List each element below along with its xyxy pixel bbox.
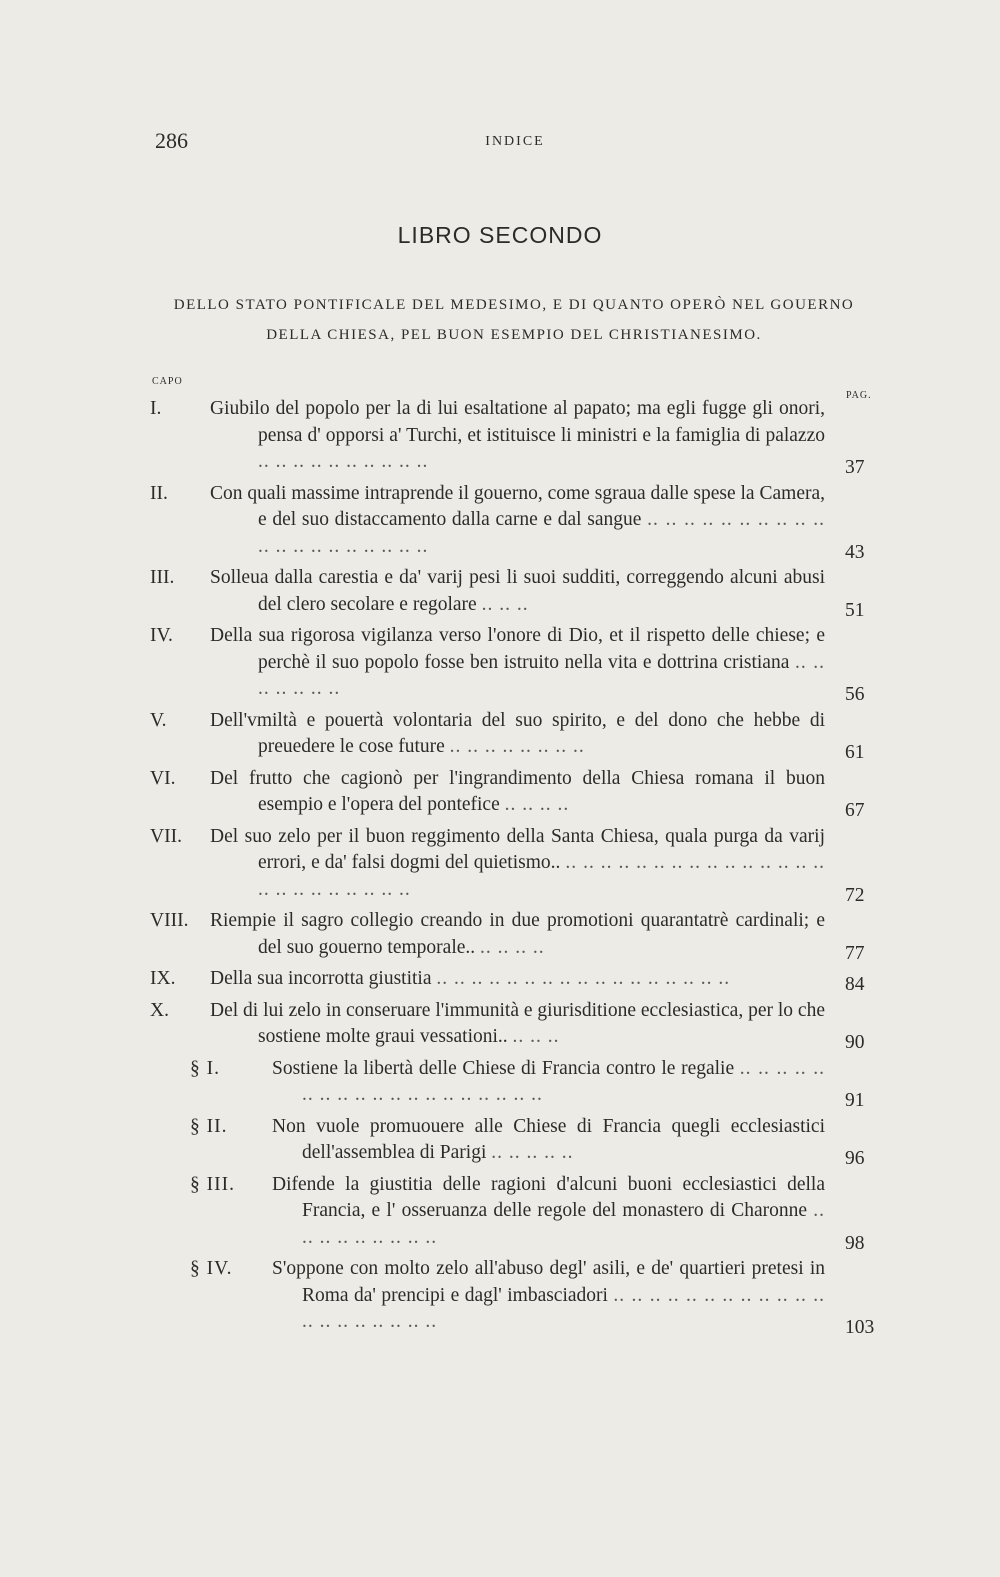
entry-number: VI. xyxy=(150,767,176,789)
dot-leader: .. .. .. .. .. .. .. .. .. .. xyxy=(258,451,429,472)
entry-title: Non vuole promuouere alle Chiese di Francia quegli ecclesiastici dell'assemblea di Parigi xyxy=(272,1115,825,1163)
dot-leader: .. .. .. .. .. .. .. .. .. .. .. .. .. .. .. .. .. .. .. xyxy=(302,1057,825,1105)
dot-leader: .. .. .. .. xyxy=(480,936,545,958)
entry-number: VIII. xyxy=(150,910,189,931)
entry-title: Solleua dalla carestia e da' varij pesi li suoi sudditi, correggendo alcuni abusi del clero secolare e regolare xyxy=(210,567,825,615)
entry-title: Dell'vmiltà e pouertà volontaria del suo spirito, e del dono che hebbe di preuedere le cose future xyxy=(210,709,825,757)
entry-page-number: 103 xyxy=(845,1317,875,1338)
entry-title: Riempie il sagro collegio creando in due promotioni quarantatrè cardinali; e del suo gouerno temporale.. xyxy=(210,910,825,958)
entry-number: I. xyxy=(150,398,162,419)
toc-section-entry xyxy=(0,1056,1000,1109)
page-header xyxy=(155,128,875,158)
dot-leader: .. .. .. .. .. .. .. xyxy=(258,651,826,699)
entry-page-number: 84 xyxy=(845,974,865,995)
toc-chapter-entry xyxy=(0,481,1000,561)
entry-page-number: 61 xyxy=(845,742,865,763)
toc-chapter-entry xyxy=(0,766,1000,819)
entry-title: Sostiene la libertà delle Chiese di Francia contro le regalie xyxy=(272,1057,735,1079)
toc-section-entry xyxy=(0,1114,1000,1167)
entry-page-number: 91 xyxy=(845,1090,865,1111)
entry-page-number: 72 xyxy=(845,884,865,906)
table-of-contents xyxy=(0,396,1000,1341)
dot-leader: .. .. .. .. .. .. .. .. .. xyxy=(302,1200,826,1248)
entry-title: Difende la giustitia delle ragioni d'alcuni buoni ecclesiastici della Francia, e l' osseruanza delle regole del monastero di Charonne xyxy=(272,1173,825,1221)
toc-chapter-entry xyxy=(0,966,1000,993)
entry-title: Della sua rigorosa vigilanza verso l'onore di Dio, et il rispetto delle chiese; e perchè il suo popolo fosse ben istruito nella vita e dottrina cristiana xyxy=(210,625,825,673)
dot-leader: .. .. .. .. .. .. .. .. .. .. .. .. .. .. .. .. .. .. .. .. xyxy=(258,509,825,557)
entry-number: § IV. xyxy=(190,1258,233,1279)
toc-chapter-entry xyxy=(0,396,1000,476)
entry-title: Del suo zelo per il buon reggimento della Santa Chiesa, quala purga da varij errori, e da' falsi dogmi del quietismo.. xyxy=(210,825,825,873)
toc-chapter-entry xyxy=(0,908,1000,964)
toc-section-entry xyxy=(0,1256,1000,1336)
toc-chapter-entry xyxy=(0,998,1000,1051)
entry-number: X. xyxy=(150,999,169,1021)
entry-title: Giubilo del popolo per la di lui esaltatione al papato; ma egli fugge gli onori, pensa d' opporsi a' Turchi, et istituisce li ministri e la famiglia di palazzo xyxy=(210,398,825,446)
entry-page-number: 43 xyxy=(845,541,865,563)
dot-leader: .. .. .. xyxy=(481,593,529,615)
column-label-capo: CAPO xyxy=(152,376,183,387)
entry-page-number: 90 xyxy=(845,1032,865,1053)
dot-leader: .. .. .. .. .. .. .. .. xyxy=(449,736,585,757)
entry-page-number: 37 xyxy=(845,457,865,478)
entry-number: V. xyxy=(150,709,167,731)
toc-chapter-entry xyxy=(0,824,1000,904)
entry-title: Della sua incorrotta giustitia xyxy=(210,968,432,989)
toc-section-entry xyxy=(0,1172,1000,1252)
entry-number: § III. xyxy=(190,1173,235,1195)
book-subtitle: DELLO STATO PONTIFICALE DEL MEDESIMO, E DI QUANTO OPERÒ NEL GOUERNO DELLA CHIESA, PEL BUON ESEMPIO DEL CHRISTIANESIMO. xyxy=(173,297,855,343)
entry-number: II. xyxy=(150,482,168,504)
entry-number: IV. xyxy=(150,625,173,646)
entry-title: Del frutto che cagionò per l'ingrandimento della Chiesa romana il buon esempio e l'opera del pontefice xyxy=(210,767,825,815)
column-label-pag: PAG. xyxy=(846,390,872,401)
dot-leader: .. .. .. xyxy=(512,1026,560,1047)
running-head: INDICE xyxy=(485,134,545,149)
entry-page-number: 56 xyxy=(845,684,865,705)
dot-leader: .. .. .. .. .. .. .. .. .. .. .. .. .. .. .. .. .. xyxy=(436,968,731,989)
entry-page-number: 67 xyxy=(845,800,865,821)
toc-chapter-entry xyxy=(0,565,1000,621)
entry-page-number: 96 xyxy=(845,1148,865,1169)
entry-page-number: 77 xyxy=(845,942,865,964)
entry-number: III. xyxy=(150,567,175,588)
dot-leader: .. .. .. .. xyxy=(504,794,570,815)
toc-chapter-entry xyxy=(0,623,1000,703)
dot-leader: .. .. .. .. .. .. .. .. .. .. .. .. .. .. .. .. .. .. .. .. xyxy=(302,1284,825,1332)
entry-number: VII. xyxy=(150,825,182,847)
page-number: 286 xyxy=(155,128,188,153)
dot-leader: .. .. .. .. .. .. .. .. .. .. .. .. .. .. .. .. .. .. .. .. .. .. .. .. xyxy=(258,852,826,900)
entry-title: Con quali massime intraprende il gouerno, come sgraua dalle spese la Camera, e del suo distaccamento dalla carne e dal sangue xyxy=(210,482,825,530)
entry-title: Del di lui zelo in conseruare l'immunità e giurisditione ecclesiastica, per lo che sostiene molte graui vessationi.. xyxy=(210,999,825,1047)
entry-number: IX. xyxy=(150,968,176,989)
entry-number: § II. xyxy=(190,1115,228,1137)
entry-page-number: 98 xyxy=(845,1232,865,1254)
toc-chapter-entry xyxy=(0,708,1000,761)
entry-number: § I. xyxy=(190,1057,220,1079)
entry-page-number: 51 xyxy=(845,599,865,621)
dot-leader: .. .. .. .. .. xyxy=(491,1142,574,1163)
book-title: LIBRO SECONDO xyxy=(397,222,603,248)
entry-title: S'oppone con molto zelo all'abuso degl' asili, e de' quartieri pretesi in Roma da' prencipi e dagl' imbasciadori xyxy=(272,1258,825,1306)
